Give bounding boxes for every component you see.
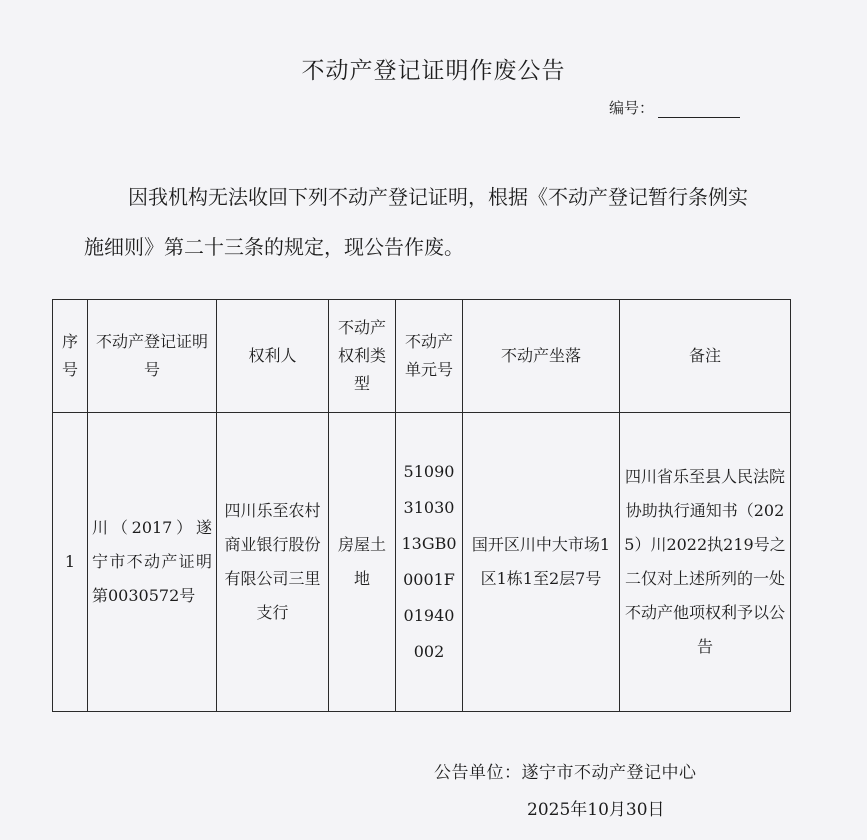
cell-remark: 四川省乐至县人民法院协助执行通知书（2025）川2022执219号之二仅对上述所列的一处不动产他项权利予以公告 xyxy=(620,413,791,712)
header-seq: 序号 xyxy=(53,300,88,413)
cell-seq: 1 xyxy=(53,413,88,712)
cell-holder: 四川乐至农村商业银行股份有限公司三里支行 xyxy=(217,413,329,712)
cell-unit-no: 510903103013GB00001F01940002 xyxy=(396,413,463,712)
serial-number xyxy=(609,97,740,118)
serial-label: 编号： xyxy=(609,99,655,117)
header-cert-no: 不动产登记证明号 xyxy=(88,300,217,413)
issuer-line: 公告单位：遂宁市不动产登记中心 xyxy=(434,763,697,783)
header-right-type: 不动产权利类型 xyxy=(329,300,396,413)
header-remark: 备注 xyxy=(620,300,791,413)
serial-blank-line xyxy=(658,99,740,118)
table-row xyxy=(53,413,791,712)
cell-right-type: 房屋土地 xyxy=(329,413,396,712)
header-holder: 权利人 xyxy=(217,300,329,413)
notice-date: 2025年10月30日 xyxy=(527,800,665,820)
notice-body: 因我机构无法收回下列不动产登记证明，根据《不动产登记暂行条例实施细则》第二十三条的规定，现公告作废。 xyxy=(84,185,748,259)
header-unit-no: 不动产单元号 xyxy=(396,300,463,413)
cell-cert-no: 川（2017）遂宁市不动产证明第0030572号 xyxy=(88,413,217,712)
header-location: 不动产坐落 xyxy=(463,300,620,413)
cell-location: 国开区川中大市场1区1栋1至2层7号 xyxy=(463,413,620,712)
page-title: 不动产登记证明作废公告 xyxy=(301,58,566,84)
table-header-row xyxy=(53,300,791,413)
notice-table xyxy=(52,299,791,712)
